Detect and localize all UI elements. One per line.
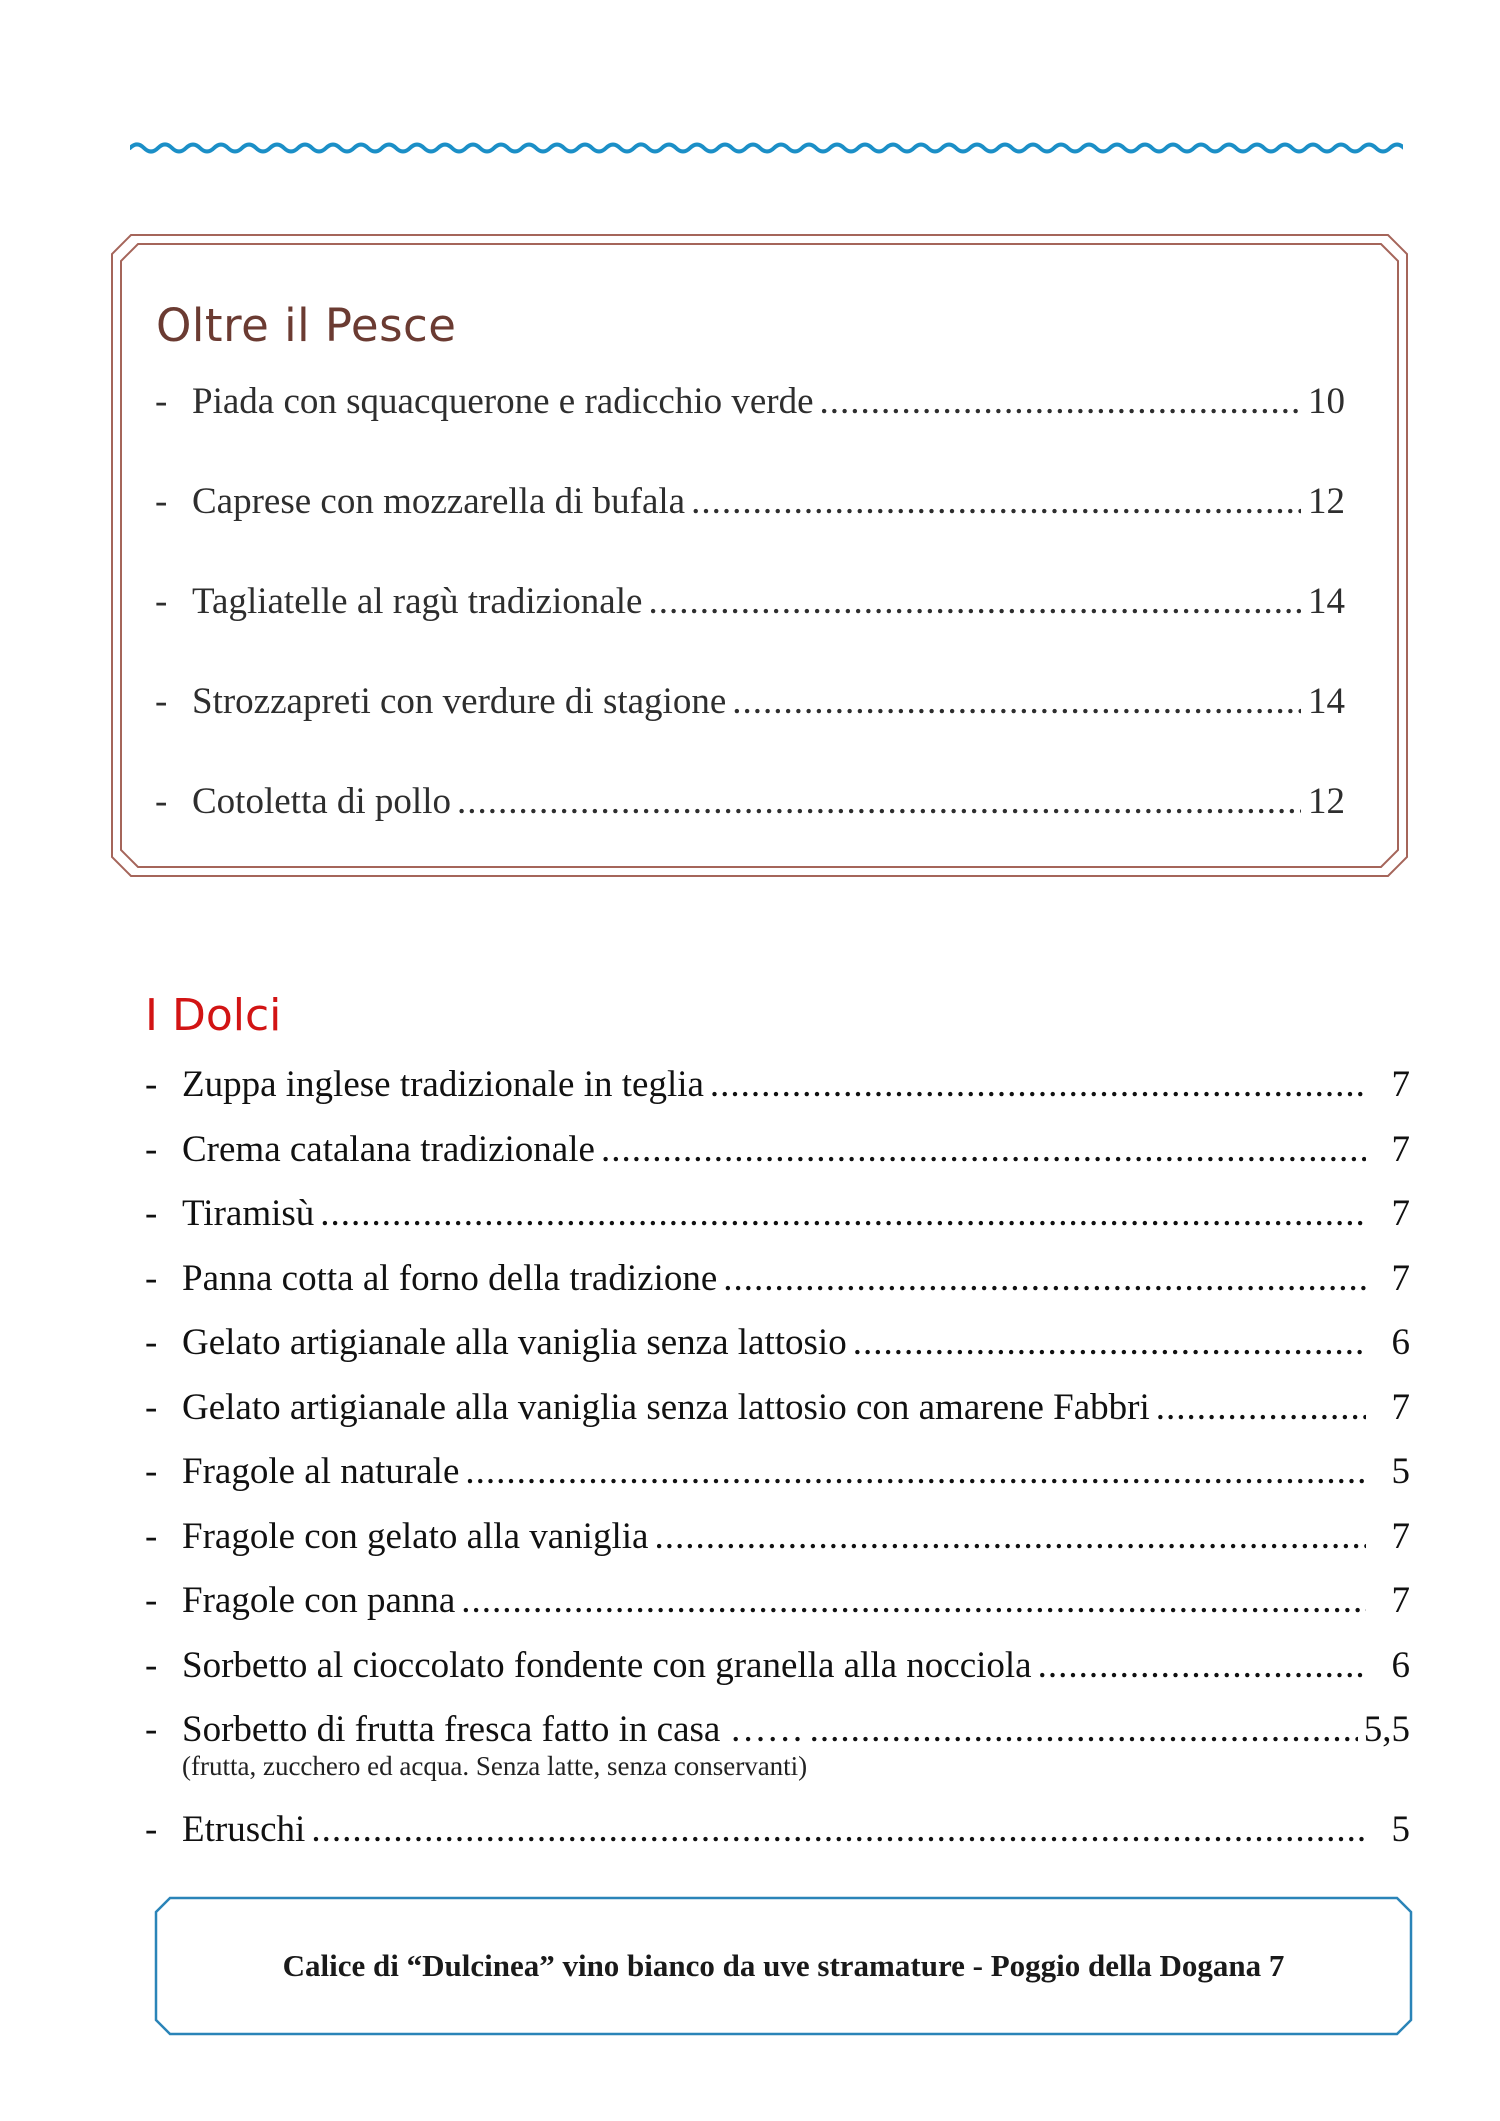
dolci-title: I Dolci (145, 990, 282, 1041)
item-name: Fragole con gelato alla vaniglia (182, 1515, 649, 1557)
item-dash: - (145, 1809, 158, 1850)
item-price: 7 (1391, 1257, 1410, 1299)
item-price: 12 (1308, 781, 1345, 822)
menu-item (145, 1063, 1410, 1128)
item-name: Gelato artigianale alla vaniglia senza lattosio (182, 1322, 847, 1363)
menu-item (145, 1515, 1410, 1580)
menu-item (145, 1450, 1410, 1515)
dot-leader (732, 680, 1301, 724)
dot-leader (710, 1063, 1366, 1107)
dot-leader (1156, 1386, 1366, 1430)
item-price: 7 (1391, 1515, 1410, 1557)
item-price: 6 (1391, 1322, 1410, 1363)
wave-divider (130, 136, 1403, 160)
wine-offer: Calice di “Dulcinea” vino bianco da uve stramature - Poggio della Dogana 7 (282, 1948, 1285, 1983)
item-price: 7 (1391, 1193, 1410, 1234)
item-dash: - (145, 1515, 158, 1557)
item-dash: - (155, 381, 168, 422)
menu-item (145, 1708, 1410, 1808)
item-price: 7 (1391, 1386, 1410, 1428)
item-name: Cotoletta di pollo (192, 781, 451, 822)
item-name: Tiramisù (182, 1193, 315, 1234)
item-name: Tagliatelle al ragù tradizionale (192, 581, 643, 622)
item-name: Caprese con mozzarella di bufala (192, 481, 686, 522)
menu-item (155, 680, 1345, 780)
item-price: 5,5 (1363, 1709, 1410, 1750)
dot-leader (320, 1192, 1366, 1236)
menu-item (155, 480, 1345, 580)
dot-leader (654, 1515, 1366, 1559)
item-name: Zuppa inglese tradizionale in teglia (182, 1064, 704, 1105)
menu-item (145, 1579, 1410, 1644)
dot-leader (465, 1450, 1366, 1494)
oltre-il-pesce-title: Oltre il Pesce (156, 299, 457, 352)
item-price: 12 (1308, 481, 1345, 522)
item-dash: - (145, 1257, 158, 1299)
dot-leader (820, 380, 1301, 424)
item-name: Gelato artigianale alla vaniglia senza lattosio con amarene Fabbri (182, 1386, 1150, 1428)
item-dash: - (145, 1451, 158, 1492)
dot-leader (601, 1128, 1366, 1172)
menu-item (155, 580, 1345, 680)
menu-item (145, 1808, 1410, 1873)
menu-item (145, 1321, 1410, 1386)
dot-leader (457, 780, 1301, 824)
item-price: 5 (1391, 1809, 1410, 1850)
dot-leader (1038, 1644, 1366, 1688)
item-price: 7 (1391, 1064, 1410, 1105)
item-name: Piada con squacquerone e radicchio verde (192, 381, 814, 422)
item-price: 14 (1308, 581, 1345, 622)
item-name: Strozzapreti con verdure di stagione (192, 681, 727, 722)
item-dash: - (145, 1386, 158, 1428)
menu-item (155, 380, 1345, 480)
item-price: 10 (1308, 381, 1345, 422)
item-dash: - (155, 481, 168, 522)
item-price: 7 (1391, 1580, 1410, 1621)
dot-leader (723, 1257, 1366, 1301)
item-name: Fragole al naturale (182, 1451, 460, 1492)
dot-leader (853, 1321, 1366, 1365)
item-price: 7 (1391, 1128, 1410, 1170)
menu-item (145, 1128, 1410, 1193)
menu-item (145, 1386, 1410, 1451)
menu-item (155, 780, 1345, 880)
item-note: (frutta, zucchero ed acqua. Senza latte, senza conservanti) (182, 1751, 808, 1781)
item-price: 6 (1391, 1644, 1410, 1686)
dolci-list (145, 1063, 1410, 1873)
item-name: Crema catalana tradizionale (182, 1128, 595, 1170)
menu-item (145, 1257, 1410, 1322)
item-price: 14 (1308, 681, 1345, 722)
oltre-il-pesce-list (155, 380, 1345, 880)
item-price: 5 (1391, 1451, 1410, 1492)
item-dash: - (145, 1064, 158, 1105)
item-name: Fragole con panna (182, 1580, 456, 1621)
item-dash: - (155, 781, 168, 822)
menu-item (145, 1644, 1410, 1709)
item-dash: - (145, 1580, 158, 1621)
item-name: Sorbetto al cioccolato fondente con granella alla nocciola (182, 1644, 1032, 1686)
item-dash: - (145, 1128, 158, 1170)
item-dash: - (145, 1709, 158, 1750)
item-dash: - (145, 1193, 158, 1234)
item-dash: - (155, 581, 168, 622)
dot-leader (461, 1579, 1366, 1623)
item-dash: - (155, 681, 168, 722)
item-dash: - (145, 1644, 158, 1686)
dot-leader (810, 1708, 1358, 1752)
item-dash: - (145, 1322, 158, 1363)
item-name: Panna cotta al forno della tradizione (182, 1257, 718, 1299)
dot-leader (691, 480, 1301, 524)
item-name: Etruschi (182, 1809, 306, 1850)
menu-item (145, 1192, 1410, 1257)
item-name: Sorbetto di frutta fresca fatto in casa …… (182, 1709, 804, 1750)
dot-leader (648, 580, 1301, 624)
dot-leader (311, 1808, 1366, 1852)
